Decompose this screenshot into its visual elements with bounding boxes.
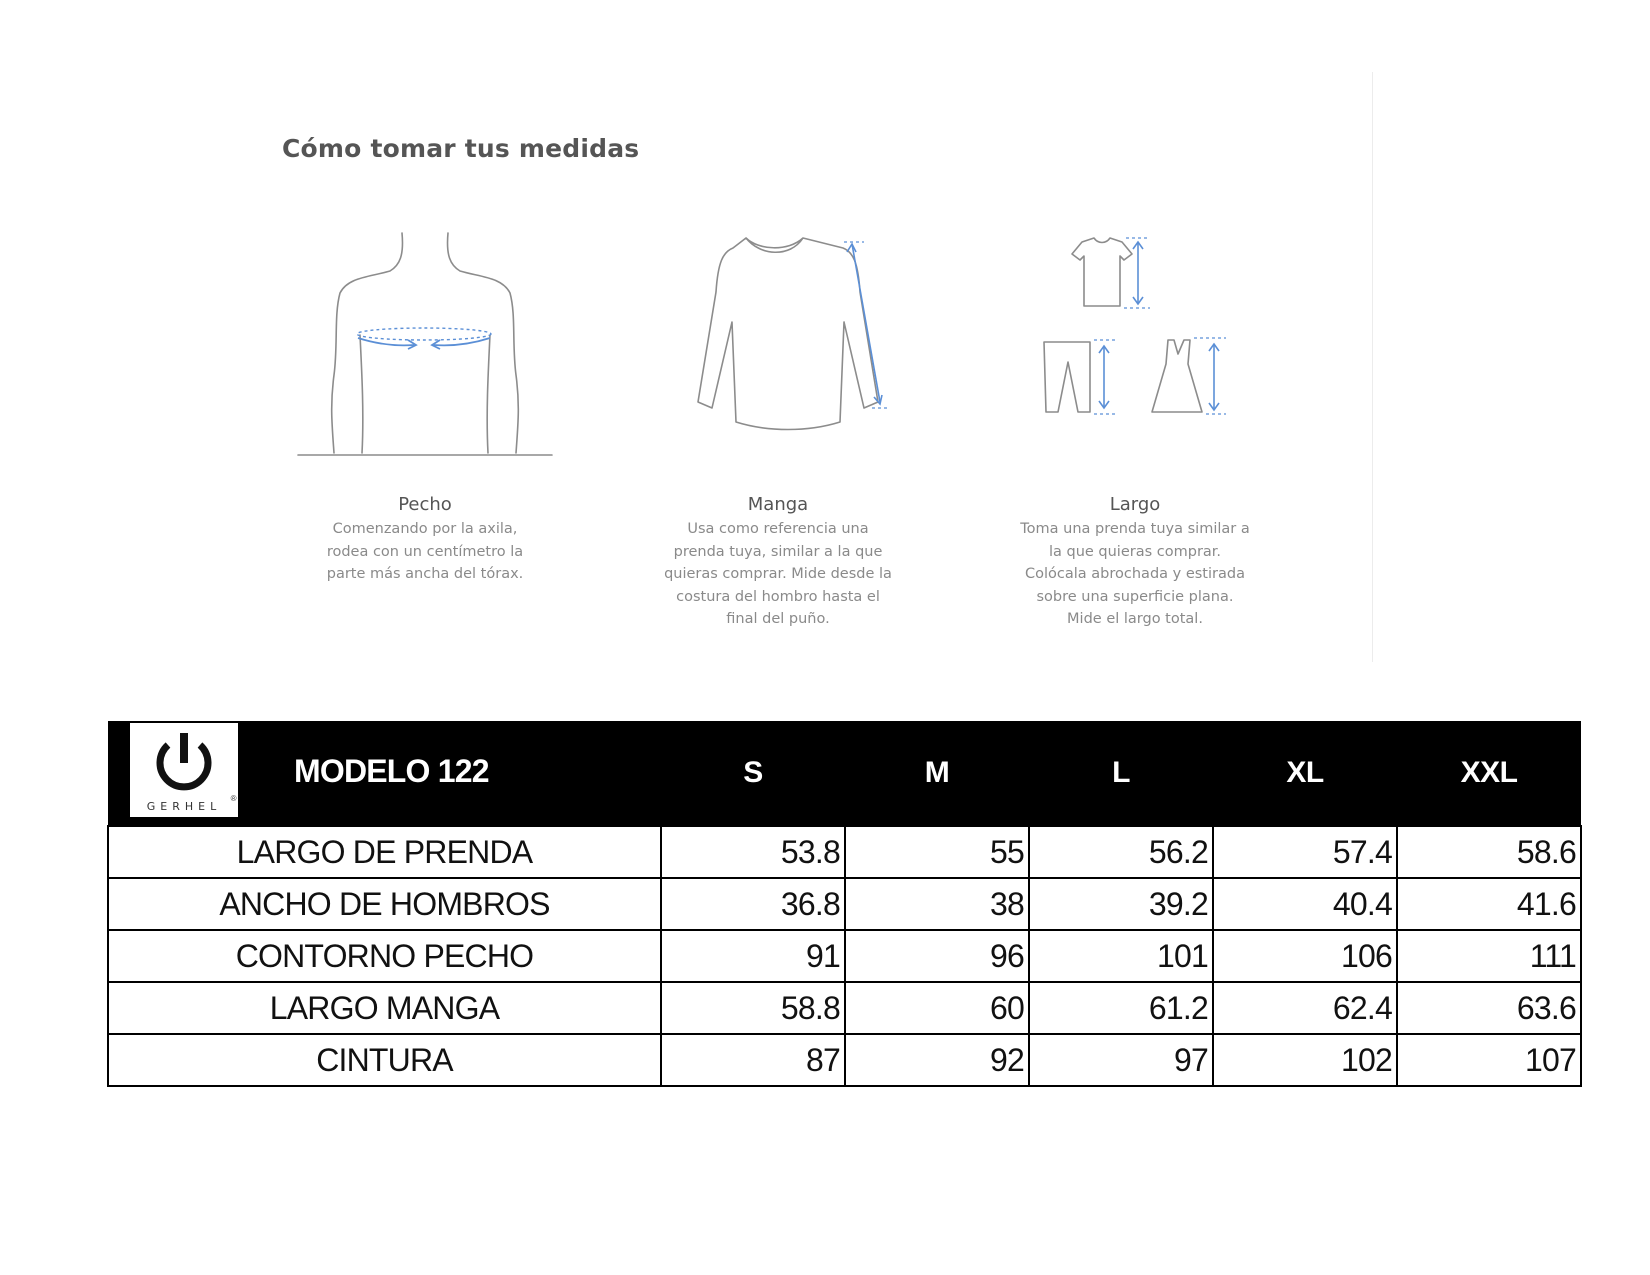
- caption-line: prenda tuya, similar a la que: [673, 543, 883, 560]
- table-cell: 87: [661, 1034, 845, 1086]
- caption-largo: [1005, 492, 1265, 631]
- table-cell: 41.6: [1397, 878, 1581, 930]
- table-cell: 39.2: [1029, 878, 1213, 930]
- size-header-xl: XL: [1213, 721, 1397, 826]
- table-row: [108, 1034, 1581, 1086]
- table-cell: 111: [1397, 930, 1581, 982]
- row-label: LARGO MANGA: [108, 982, 661, 1034]
- row-label: ANCHO DE HOMBROS: [108, 878, 661, 930]
- table-cell: 97: [1029, 1034, 1213, 1086]
- caption-line: Toma una prenda tuya similar a: [1020, 521, 1250, 537]
- table-row: [108, 930, 1581, 982]
- row-label: CONTORNO PECHO: [108, 930, 661, 982]
- table-cell: 58.8: [661, 982, 845, 1034]
- table-cell: 40.4: [1213, 878, 1397, 930]
- caption-line: parte más ancha del tórax.: [326, 566, 524, 582]
- caption-line: Colócala abrochada y estirada: [1025, 566, 1245, 582]
- caption-manga: [648, 492, 908, 631]
- table-row: [108, 826, 1581, 878]
- size-header-xxl: XXL: [1397, 721, 1581, 826]
- table-cell: 56.2: [1029, 826, 1213, 878]
- caption-line: final del puño.: [726, 611, 830, 627]
- size-header-s: S: [661, 721, 845, 826]
- caption-line: sobre una superficie plana.: [1036, 588, 1234, 605]
- table-cell: 60: [845, 982, 1029, 1034]
- table-cell: 36.8: [661, 878, 845, 930]
- guide-divider: [1372, 72, 1373, 662]
- logo-text: GERHEL: [146, 800, 222, 813]
- table-row: [108, 982, 1581, 1034]
- caption-title: Largo: [1109, 494, 1161, 515]
- size-header-l: L: [1029, 721, 1213, 826]
- table-cell: 101: [1029, 930, 1213, 982]
- caption-line: rodea con un centímetro la: [326, 543, 524, 560]
- table-cell: 107: [1397, 1034, 1581, 1086]
- caption-line: Usa como referencia una: [687, 521, 869, 537]
- table-cell: 55: [845, 826, 1029, 878]
- caption-line: costura del hombro hasta el: [676, 588, 880, 605]
- sleeve-measure-icon: [668, 232, 908, 442]
- size-table: [107, 721, 1582, 1087]
- caption-title: Pecho: [398, 494, 452, 515]
- table-cell: 91: [661, 930, 845, 982]
- table-cell: 38: [845, 878, 1029, 930]
- caption-line: Comenzando por la axila,: [332, 521, 518, 537]
- length-measure-icon: [1038, 232, 1238, 432]
- table-cell: 102: [1213, 1034, 1397, 1086]
- size-header-m: M: [845, 721, 1029, 826]
- table-cell: 96: [845, 930, 1029, 982]
- row-label: LARGO DE PRENDA: [108, 826, 661, 878]
- table-cell: 53.8: [661, 826, 845, 878]
- table-cell: 58.6: [1397, 826, 1581, 878]
- caption-line: quieras comprar. Mide desde la: [664, 566, 892, 582]
- caption-line: la que quieras comprar.: [1048, 543, 1222, 560]
- brand-logo: [130, 723, 238, 817]
- row-label: CINTURA: [108, 1034, 661, 1086]
- size-table-header: [108, 721, 1581, 826]
- table-cell: 106: [1213, 930, 1397, 982]
- guide-title: Cómo tomar tus medidas: [282, 134, 640, 163]
- table-cell: 61.2: [1029, 982, 1213, 1034]
- model-label: MODELO 122: [294, 753, 489, 789]
- model-header-cell: [108, 721, 661, 826]
- table-row: [108, 878, 1581, 930]
- caption-line: Mide el largo total.: [1067, 611, 1203, 627]
- caption-pecho: [300, 492, 550, 586]
- logo-registered-mark: ®: [230, 794, 236, 803]
- table-cell: 92: [845, 1034, 1029, 1086]
- chest-measure-icon: [290, 225, 560, 465]
- caption-title: Manga: [747, 494, 809, 515]
- table-cell: 63.6: [1397, 982, 1581, 1034]
- table-cell: 62.4: [1213, 982, 1397, 1034]
- table-cell: 57.4: [1213, 826, 1397, 878]
